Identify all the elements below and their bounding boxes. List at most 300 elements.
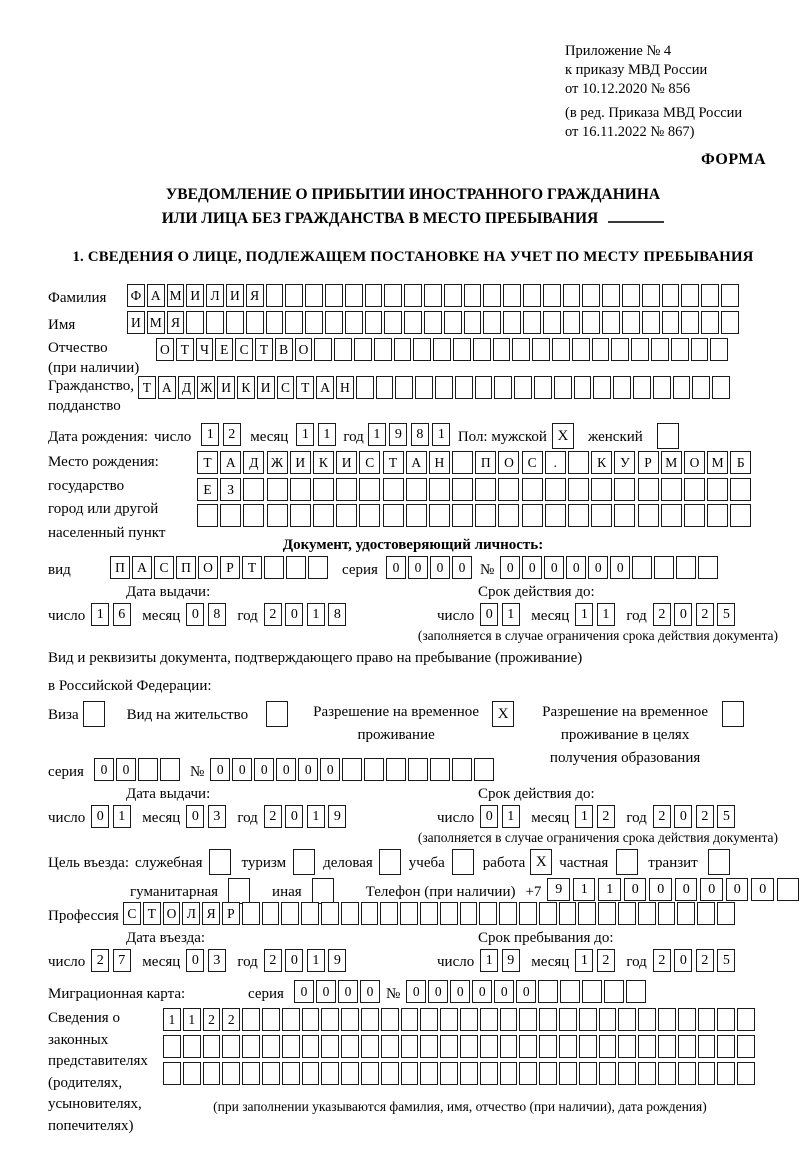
char-cell[interactable]: X [552, 423, 574, 449]
char-cell[interactable]: 0 [186, 603, 204, 626]
char-cell[interactable] [618, 1062, 636, 1085]
char-cell[interactable]: 9 [502, 949, 520, 972]
char-cell[interactable]: 0 [566, 556, 586, 579]
char-cell[interactable] [631, 338, 649, 361]
char-cell[interactable] [618, 1008, 636, 1031]
char-cell[interactable] [302, 1008, 320, 1031]
sex-female-checkbox[interactable] [657, 423, 681, 449]
char-cell[interactable]: С [235, 338, 253, 361]
char-cell[interactable]: 1 [573, 878, 596, 901]
char-cell[interactable] [613, 376, 631, 399]
char-cell[interactable] [539, 1035, 557, 1058]
char-cell[interactable] [359, 504, 380, 527]
char-cell[interactable] [604, 980, 624, 1003]
stay-until-day-boxes[interactable] [480, 949, 523, 972]
char-cell[interactable] [591, 478, 612, 501]
char-cell[interactable] [522, 478, 543, 501]
char-cell[interactable]: 0 [186, 949, 204, 972]
char-cell[interactable] [545, 504, 566, 527]
char-cell[interactable] [336, 504, 357, 527]
purpose-tourism-checkbox[interactable] [293, 849, 317, 875]
char-cell[interactable]: 2 [223, 423, 241, 446]
char-cell[interactable] [614, 478, 635, 501]
char-cell[interactable]: Т [197, 451, 218, 474]
char-cell[interactable] [379, 849, 401, 875]
char-cell[interactable]: X [492, 701, 514, 727]
char-cell[interactable]: И [290, 451, 311, 474]
char-cell[interactable] [582, 311, 600, 334]
char-cell[interactable]: И [336, 451, 357, 474]
purpose-transit-checkbox[interactable] [708, 849, 732, 875]
char-cell[interactable]: К [591, 451, 612, 474]
char-cell[interactable] [242, 1035, 260, 1058]
phone-boxes[interactable] [547, 878, 800, 901]
char-cell[interactable]: 2 [597, 949, 615, 972]
char-cell[interactable] [406, 504, 427, 527]
char-cell[interactable] [374, 338, 392, 361]
char-cell[interactable] [475, 504, 496, 527]
char-cell[interactable]: 0 [338, 980, 358, 1003]
char-cell[interactable] [568, 451, 589, 474]
char-cell[interactable] [364, 758, 384, 781]
char-cell[interactable] [717, 902, 735, 925]
char-cell[interactable]: Т [242, 556, 262, 579]
char-cell[interactable] [499, 902, 517, 925]
char-cell[interactable] [539, 1008, 557, 1031]
char-cell[interactable] [638, 504, 659, 527]
char-cell[interactable] [228, 878, 250, 904]
char-cell[interactable] [376, 376, 394, 399]
char-cell[interactable]: И [186, 284, 204, 307]
char-cell[interactable] [592, 338, 610, 361]
char-cell[interactable] [365, 284, 383, 307]
char-cell[interactable] [684, 504, 705, 527]
char-cell[interactable] [678, 1062, 696, 1085]
char-cell[interactable] [281, 902, 299, 925]
residence-permit-checkbox[interactable] [266, 701, 290, 727]
char-cell[interactable]: 0 [116, 758, 136, 781]
char-cell[interactable]: 3 [208, 805, 226, 828]
patronymic-boxes[interactable] [156, 338, 730, 361]
char-cell[interactable] [203, 1035, 221, 1058]
char-cell[interactable] [460, 1062, 478, 1085]
migration-number-boxes[interactable] [406, 980, 648, 1003]
birth-year-boxes[interactable] [368, 423, 454, 446]
char-cell[interactable] [242, 902, 260, 925]
char-cell[interactable] [475, 478, 496, 501]
char-cell[interactable] [545, 478, 566, 501]
char-cell[interactable] [701, 311, 719, 334]
char-cell[interactable] [559, 1008, 577, 1031]
char-cell[interactable] [302, 1062, 320, 1085]
purpose-work-checkbox[interactable] [530, 849, 554, 875]
char-cell[interactable] [359, 478, 380, 501]
char-cell[interactable] [579, 1008, 597, 1031]
char-cell[interactable] [226, 311, 244, 334]
char-cell[interactable]: О [684, 451, 705, 474]
char-cell[interactable]: А [220, 451, 241, 474]
char-cell[interactable] [642, 311, 660, 334]
char-cell[interactable] [246, 311, 264, 334]
char-cell[interactable]: 1 [368, 423, 386, 446]
char-cell[interactable]: 2 [696, 949, 714, 972]
permit-expiry-month-boxes[interactable] [575, 805, 618, 828]
doc-issue-month-boxes[interactable] [186, 603, 229, 626]
char-cell[interactable]: 0 [91, 805, 109, 828]
char-cell[interactable]: О [198, 556, 218, 579]
char-cell[interactable] [380, 902, 398, 925]
char-cell[interactable]: 5 [717, 949, 735, 972]
char-cell[interactable] [618, 902, 636, 925]
char-cell[interactable] [539, 1062, 557, 1085]
char-cell[interactable]: 9 [547, 878, 570, 901]
char-cell[interactable] [183, 1035, 201, 1058]
char-cell[interactable] [424, 311, 442, 334]
char-cell[interactable]: С [277, 376, 295, 399]
char-cell[interactable] [653, 376, 671, 399]
char-cell[interactable] [503, 284, 521, 307]
char-cell[interactable]: 0 [428, 980, 448, 1003]
birth-day-boxes[interactable] [201, 423, 244, 446]
temp-residence-edu-checkbox[interactable] [722, 701, 746, 727]
birthplace-row-2[interactable] [197, 478, 754, 501]
char-cell[interactable] [519, 1035, 537, 1058]
char-cell[interactable] [262, 1062, 280, 1085]
char-cell[interactable] [383, 504, 404, 527]
char-cell[interactable] [460, 1035, 478, 1058]
birthplace-row-3[interactable] [197, 504, 754, 527]
char-cell[interactable]: М [147, 311, 165, 334]
char-cell[interactable] [361, 1035, 379, 1058]
char-cell[interactable]: Д [178, 376, 196, 399]
char-cell[interactable] [381, 1062, 399, 1085]
char-cell[interactable] [429, 478, 450, 501]
purpose-other-checkbox[interactable] [312, 878, 336, 904]
char-cell[interactable] [203, 1062, 221, 1085]
char-cell[interactable] [401, 1008, 419, 1031]
char-cell[interactable]: 0 [674, 603, 692, 626]
char-cell[interactable] [684, 478, 705, 501]
permit-issue-year-boxes[interactable] [264, 805, 350, 828]
char-cell[interactable] [138, 758, 158, 781]
char-cell[interactable]: А [406, 451, 427, 474]
char-cell[interactable] [538, 980, 558, 1003]
char-cell[interactable]: 1 [575, 949, 593, 972]
char-cell[interactable] [384, 284, 402, 307]
char-cell[interactable] [618, 1035, 636, 1058]
char-cell[interactable] [614, 504, 635, 527]
char-cell[interactable]: 2 [264, 949, 282, 972]
char-cell[interactable] [452, 451, 473, 474]
char-cell[interactable]: 9 [389, 423, 407, 446]
char-cell[interactable] [313, 504, 334, 527]
birth-month-boxes[interactable] [296, 423, 339, 446]
char-cell[interactable] [717, 1008, 735, 1031]
entry-month-boxes[interactable] [186, 949, 229, 972]
char-cell[interactable]: Е [215, 338, 233, 361]
char-cell[interactable]: 8 [411, 423, 429, 446]
char-cell[interactable]: Р [222, 902, 240, 925]
char-cell[interactable]: 0 [285, 805, 303, 828]
char-cell[interactable] [266, 701, 288, 727]
char-cell[interactable] [401, 1035, 419, 1058]
char-cell[interactable] [498, 478, 519, 501]
char-cell[interactable] [692, 376, 710, 399]
char-cell[interactable]: 2 [696, 603, 714, 626]
char-cell[interactable] [616, 849, 638, 875]
char-cell[interactable]: 9 [328, 805, 346, 828]
char-cell[interactable] [534, 376, 552, 399]
char-cell[interactable] [480, 1035, 498, 1058]
char-cell[interactable] [285, 311, 303, 334]
char-cell[interactable]: 0 [294, 980, 314, 1003]
char-cell[interactable]: Л [206, 284, 224, 307]
char-cell[interactable]: Ж [197, 376, 215, 399]
char-cell[interactable] [662, 284, 680, 307]
char-cell[interactable] [452, 504, 473, 527]
char-cell[interactable] [519, 1008, 537, 1031]
char-cell[interactable] [305, 284, 323, 307]
char-cell[interactable]: Н [429, 451, 450, 474]
char-cell[interactable]: Е [197, 478, 218, 501]
char-cell[interactable] [697, 902, 715, 925]
stay-until-month-boxes[interactable] [575, 949, 618, 972]
char-cell[interactable] [602, 284, 620, 307]
char-cell[interactable]: 0 [480, 805, 498, 828]
char-cell[interactable] [394, 338, 412, 361]
char-cell[interactable] [222, 1062, 240, 1085]
char-cell[interactable] [386, 758, 406, 781]
char-cell[interactable]: С [522, 451, 543, 474]
char-cell[interactable]: 7 [113, 949, 131, 972]
char-cell[interactable] [420, 902, 438, 925]
char-cell[interactable]: Ф [127, 284, 145, 307]
char-cell[interactable] [568, 478, 589, 501]
char-cell[interactable] [479, 902, 497, 925]
char-cell[interactable]: 0 [406, 980, 426, 1003]
char-cell[interactable] [401, 1062, 419, 1085]
given-name-boxes[interactable] [127, 311, 741, 334]
char-cell[interactable] [444, 311, 462, 334]
char-cell[interactable] [243, 504, 264, 527]
char-cell[interactable]: 0 [494, 980, 514, 1003]
char-cell[interactable] [563, 284, 581, 307]
char-cell[interactable] [341, 1008, 359, 1031]
char-cell[interactable]: 1 [91, 603, 109, 626]
char-cell[interactable] [654, 556, 674, 579]
char-cell[interactable] [266, 284, 284, 307]
doc-issue-year-boxes[interactable] [264, 603, 350, 626]
char-cell[interactable]: У [614, 451, 635, 474]
char-cell[interactable]: 0 [726, 878, 749, 901]
char-cell[interactable] [286, 556, 306, 579]
char-cell[interactable] [282, 1008, 300, 1031]
char-cell[interactable] [464, 284, 482, 307]
char-cell[interactable]: 2 [203, 1008, 221, 1031]
char-cell[interactable]: 0 [472, 980, 492, 1003]
char-cell[interactable] [579, 1035, 597, 1058]
char-cell[interactable] [313, 478, 334, 501]
char-cell[interactable] [671, 338, 689, 361]
char-cell[interactable] [638, 1008, 656, 1031]
char-cell[interactable] [658, 1035, 676, 1058]
char-cell[interactable] [452, 849, 474, 875]
char-cell[interactable] [404, 311, 422, 334]
char-cell[interactable] [578, 902, 596, 925]
char-cell[interactable] [611, 338, 629, 361]
char-cell[interactable]: 0 [186, 805, 204, 828]
char-cell[interactable] [302, 1035, 320, 1058]
char-cell[interactable] [522, 504, 543, 527]
char-cell[interactable]: 1 [307, 805, 325, 828]
char-cell[interactable] [638, 902, 656, 925]
char-cell[interactable]: 1 [502, 603, 520, 626]
char-cell[interactable]: О [156, 338, 174, 361]
char-cell[interactable] [661, 504, 682, 527]
char-cell[interactable] [632, 556, 652, 579]
char-cell[interactable] [220, 504, 241, 527]
char-cell[interactable]: В [275, 338, 293, 361]
char-cell[interactable] [440, 1008, 458, 1031]
char-cell[interactable] [321, 1008, 339, 1031]
char-cell[interactable]: М [167, 284, 185, 307]
char-cell[interactable] [708, 849, 730, 875]
char-cell[interactable]: 1 [201, 423, 219, 446]
char-cell[interactable] [676, 556, 696, 579]
char-cell[interactable] [480, 1062, 498, 1085]
char-cell[interactable]: С [154, 556, 174, 579]
char-cell[interactable]: 0 [516, 980, 536, 1003]
char-cell[interactable] [721, 284, 739, 307]
char-cell[interactable] [494, 376, 512, 399]
representatives-row-3[interactable] [163, 1062, 757, 1085]
char-cell[interactable] [361, 902, 379, 925]
char-cell[interactable]: Л [182, 902, 200, 925]
char-cell[interactable] [698, 1062, 716, 1085]
char-cell[interactable] [460, 902, 478, 925]
char-cell[interactable] [717, 1062, 735, 1085]
char-cell[interactable]: 2 [653, 805, 671, 828]
char-cell[interactable] [500, 1035, 518, 1058]
stay-until-year-boxes[interactable] [653, 949, 739, 972]
char-cell[interactable] [539, 902, 557, 925]
char-cell[interactable]: 1 [597, 603, 615, 626]
char-cell[interactable] [160, 758, 180, 781]
char-cell[interactable]: 2 [264, 805, 282, 828]
char-cell[interactable] [354, 338, 372, 361]
char-cell[interactable] [163, 1035, 181, 1058]
char-cell[interactable] [568, 504, 589, 527]
char-cell[interactable] [658, 1062, 676, 1085]
char-cell[interactable] [681, 284, 699, 307]
char-cell[interactable]: 2 [91, 949, 109, 972]
char-cell[interactable] [483, 311, 501, 334]
char-cell[interactable] [721, 311, 739, 334]
char-cell[interactable] [356, 376, 374, 399]
char-cell[interactable] [698, 1035, 716, 1058]
char-cell[interactable] [737, 1062, 755, 1085]
char-cell[interactable] [267, 504, 288, 527]
char-cell[interactable]: Ж [267, 451, 288, 474]
char-cell[interactable] [424, 284, 442, 307]
char-cell[interactable] [290, 478, 311, 501]
char-cell[interactable] [474, 758, 494, 781]
char-cell[interactable]: 2 [653, 603, 671, 626]
doc-kind-boxes[interactable] [110, 556, 330, 579]
char-cell[interactable] [290, 504, 311, 527]
char-cell[interactable] [717, 1035, 735, 1058]
doc-expiry-month-boxes[interactable] [575, 603, 618, 626]
char-cell[interactable]: 2 [597, 805, 615, 828]
doc-expiry-year-boxes[interactable] [653, 603, 739, 626]
char-cell[interactable]: 8 [208, 603, 226, 626]
char-cell[interactable] [523, 311, 541, 334]
char-cell[interactable] [334, 338, 352, 361]
char-cell[interactable]: 2 [222, 1008, 240, 1031]
char-cell[interactable] [314, 338, 332, 361]
char-cell[interactable] [361, 1008, 379, 1031]
permit-expiry-year-boxes[interactable] [653, 805, 739, 828]
char-cell[interactable] [730, 504, 751, 527]
char-cell[interactable] [262, 1008, 280, 1031]
char-cell[interactable]: 0 [610, 556, 630, 579]
char-cell[interactable] [243, 478, 264, 501]
char-cell[interactable]: Т [383, 451, 404, 474]
char-cell[interactable]: С [359, 451, 380, 474]
char-cell[interactable] [500, 1062, 518, 1085]
char-cell[interactable]: 1 [480, 949, 498, 972]
char-cell[interactable]: 0 [430, 556, 450, 579]
char-cell[interactable]: Б [730, 451, 751, 474]
char-cell[interactable] [336, 478, 357, 501]
char-cell[interactable]: 0 [624, 878, 647, 901]
char-cell[interactable] [342, 758, 362, 781]
char-cell[interactable] [678, 1035, 696, 1058]
entry-day-boxes[interactable] [91, 949, 134, 972]
char-cell[interactable]: 0 [588, 556, 608, 579]
char-cell[interactable]: А [132, 556, 152, 579]
char-cell[interactable] [673, 376, 691, 399]
char-cell[interactable]: 0 [522, 556, 542, 579]
char-cell[interactable] [440, 902, 458, 925]
char-cell[interactable]: 1 [502, 805, 520, 828]
char-cell[interactable] [593, 376, 611, 399]
char-cell[interactable] [512, 338, 530, 361]
char-cell[interactable] [395, 376, 413, 399]
char-cell[interactable]: 1 [183, 1008, 201, 1031]
char-cell[interactable] [707, 504, 728, 527]
char-cell[interactable] [83, 701, 105, 727]
char-cell[interactable] [312, 878, 334, 904]
char-cell[interactable]: 6 [113, 603, 131, 626]
char-cell[interactable] [440, 1035, 458, 1058]
char-cell[interactable] [365, 311, 383, 334]
char-cell[interactable]: О [163, 902, 181, 925]
char-cell[interactable]: 0 [360, 980, 380, 1003]
char-cell[interactable] [453, 338, 471, 361]
char-cell[interactable]: 0 [298, 758, 318, 781]
char-cell[interactable] [345, 284, 363, 307]
char-cell[interactable]: 0 [316, 980, 336, 1003]
char-cell[interactable] [599, 1035, 617, 1058]
char-cell[interactable]: Р [638, 451, 659, 474]
char-cell[interactable]: 0 [674, 805, 692, 828]
char-cell[interactable]: 0 [276, 758, 296, 781]
char-cell[interactable]: 0 [285, 949, 303, 972]
doc-issue-day-boxes[interactable] [91, 603, 134, 626]
char-cell[interactable] [698, 1008, 716, 1031]
doc-series-boxes[interactable] [386, 556, 474, 579]
